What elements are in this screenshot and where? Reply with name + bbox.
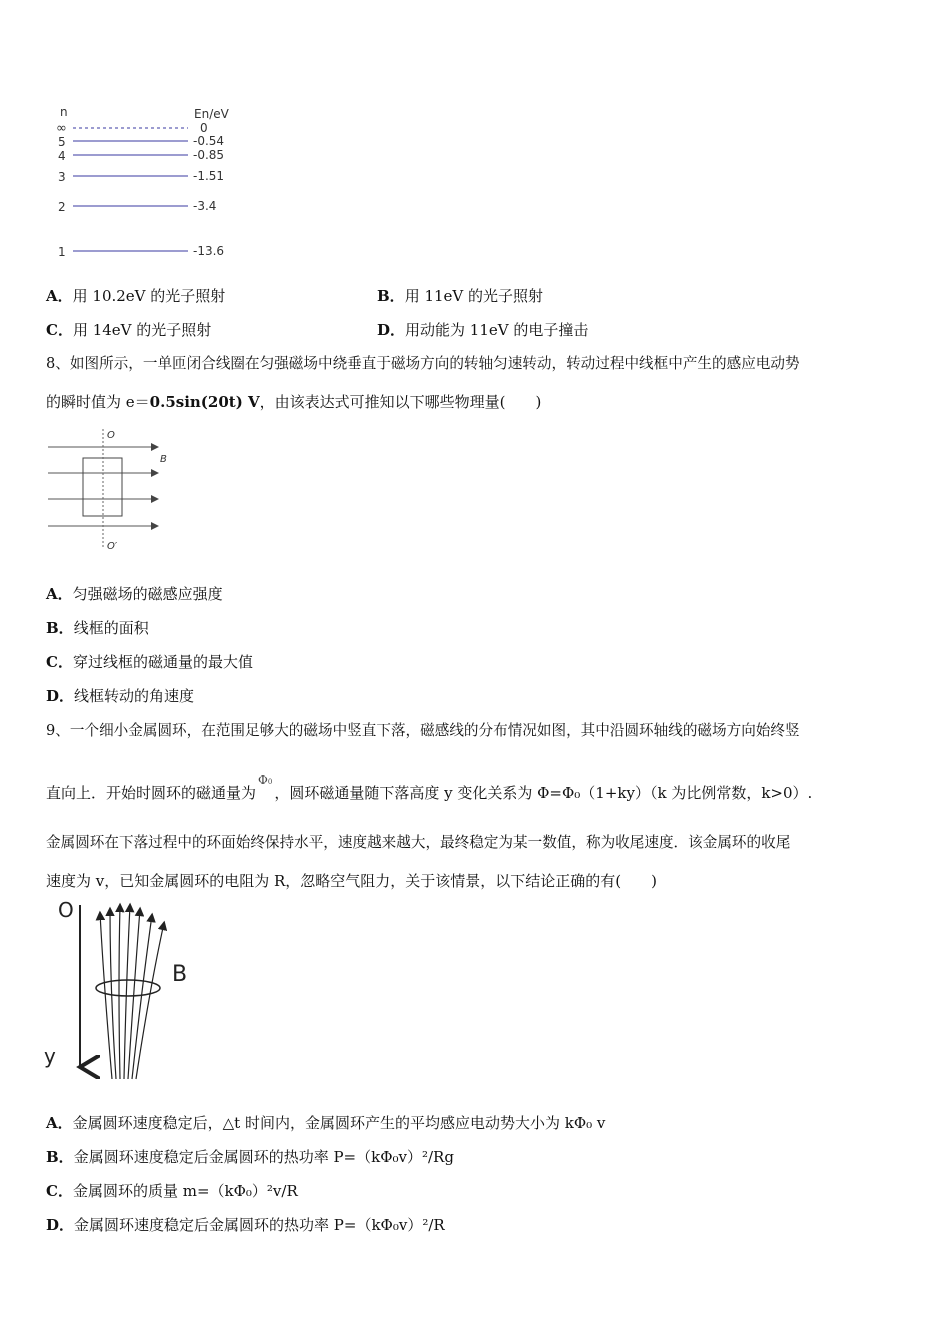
option-label: D．	[46, 687, 75, 705]
option-text: 金属圆环速度稳定后，△t 时间内，金属圆环产生的平均感应电动势大小为 kΦ₀ v	[72, 1114, 606, 1132]
energy-level-diagram	[50, 100, 290, 270]
option-text: 金属圆环速度稳定后金属圆环的热功率 P=（kΦ₀v）²/R	[74, 1216, 445, 1234]
q9-option-b	[46, 1147, 454, 1167]
n-axis-header: n	[60, 105, 68, 119]
energy-axis-header: En/eV	[194, 107, 229, 121]
y-axis-label: y	[44, 1044, 56, 1068]
axis-label-top: O	[107, 430, 115, 441]
option-label: B．	[377, 287, 405, 305]
metal-ring	[96, 980, 160, 996]
level-n-1: 1	[58, 245, 66, 259]
field-label: B	[172, 962, 188, 987]
field-label: B	[160, 454, 167, 465]
option-text: 线框的面积	[73, 619, 149, 637]
option-label: B．	[46, 619, 74, 637]
level-e-5: -0.54	[193, 134, 225, 148]
q8-line2-post: ，由该表达式可推知以下哪些物理量( )	[259, 393, 542, 411]
level-e-2: -3.4	[193, 199, 217, 213]
option-text: 匀强磁场的磁感应强度	[72, 585, 223, 603]
level-n-4: 4	[58, 149, 66, 163]
q9-stem-line2	[46, 773, 813, 806]
option-text: 线框转动的角速度	[74, 687, 195, 705]
field-line-3	[119, 905, 120, 1079]
option-text: 金属圆环的质量 m=（kΦ₀）²v/R	[72, 1182, 298, 1200]
option-text: 用 11eV 的光子照射	[404, 287, 544, 305]
q9-stem-line4: 速度为 v，已知金属圆环的电阻为 R，忽略空气阻力，关于该情景，以下结论正确的有( )	[46, 872, 658, 890]
q8-option-a	[46, 584, 223, 604]
option-label: A．	[46, 1114, 73, 1132]
q8-option-c	[46, 652, 253, 672]
rotating-coil-figure	[44, 425, 184, 555]
option-text: 金属圆环速度稳定后金属圆环的热功率 P=（kΦ₀v）²/Rg	[73, 1148, 454, 1166]
level-e-4: -0.85	[193, 148, 225, 162]
q7-option-a	[46, 286, 225, 306]
q8-line2-pre: 的瞬时值为 e＝	[46, 393, 150, 411]
q9-option-c	[46, 1181, 298, 1201]
option-text: 用 14eV 的光子照射	[72, 321, 212, 339]
q8-option-b	[46, 618, 149, 638]
level-n-inf: ∞	[56, 121, 67, 136]
option-label: C．	[46, 321, 73, 339]
q9-stem-line3: 金属圆环在下落过程中的环面始终保持水平，速度越来越大，最终稳定为某一数值，称为收尾速度．该金属环的收尾	[46, 834, 791, 851]
q9-option-a	[46, 1113, 605, 1133]
field-line-7	[136, 923, 164, 1079]
q9-stem-line1: 9、一个细小金属圆环，在范围足够大的磁场中竖直下落，磁感线的分布情况如图，其中沿圆环轴线的磁场方向始终竖	[46, 722, 800, 739]
level-n-3: 3	[58, 170, 66, 184]
axis-label-bottom: O′	[107, 541, 118, 552]
option-label: C．	[46, 1182, 73, 1200]
q8-stem-line1: 8、如图所示，一单匝闭合线圈在匀强磁场中绕垂直于磁场方向的转轴匀速转动，转动过程中线框中产生的感应电动势	[46, 355, 800, 372]
q7-option-d	[377, 320, 588, 340]
q8-stem-line2	[46, 392, 541, 412]
level-e-3: -1.51	[193, 169, 225, 183]
option-label: A．	[46, 287, 73, 305]
q8-emf-formula: 0.5sin(20t) V	[149, 393, 260, 411]
level-n-2: 2	[58, 200, 66, 214]
option-label: D．	[46, 1216, 75, 1234]
option-text: 穿过线框的磁通量的最大值	[72, 653, 253, 671]
q9-option-d	[46, 1215, 445, 1235]
field-line-2	[110, 909, 116, 1079]
level-n-5: 5	[58, 135, 66, 149]
origin-label: O	[58, 898, 74, 922]
option-label: D．	[377, 321, 406, 339]
q9-line2-post: ，圆环磁通量随下落高度 y 变化关系为 Φ=Φ₀（1+ky）（k 为比例常数，k>0）.	[274, 784, 813, 802]
falling-ring-figure	[42, 897, 202, 1082]
q9-line2-pre: 直向上．开始时圆环的磁通量为	[46, 784, 257, 802]
q7-option-c	[46, 320, 211, 340]
option-label: A．	[46, 585, 73, 603]
option-text: 用 10.2eV 的光子照射	[72, 287, 226, 305]
level-e-inf: 0	[200, 121, 208, 135]
q7-option-b	[377, 286, 543, 306]
option-label: B．	[46, 1148, 74, 1166]
field-line-5	[128, 909, 140, 1079]
level-e-1: -13.6	[193, 244, 225, 258]
option-text: 用动能为 11eV 的电子撞击	[405, 321, 589, 339]
field-line-4	[124, 905, 130, 1079]
phi0-symbol: Φ0	[258, 773, 273, 787]
option-label: C．	[46, 653, 73, 671]
q8-option-d	[46, 686, 194, 706]
